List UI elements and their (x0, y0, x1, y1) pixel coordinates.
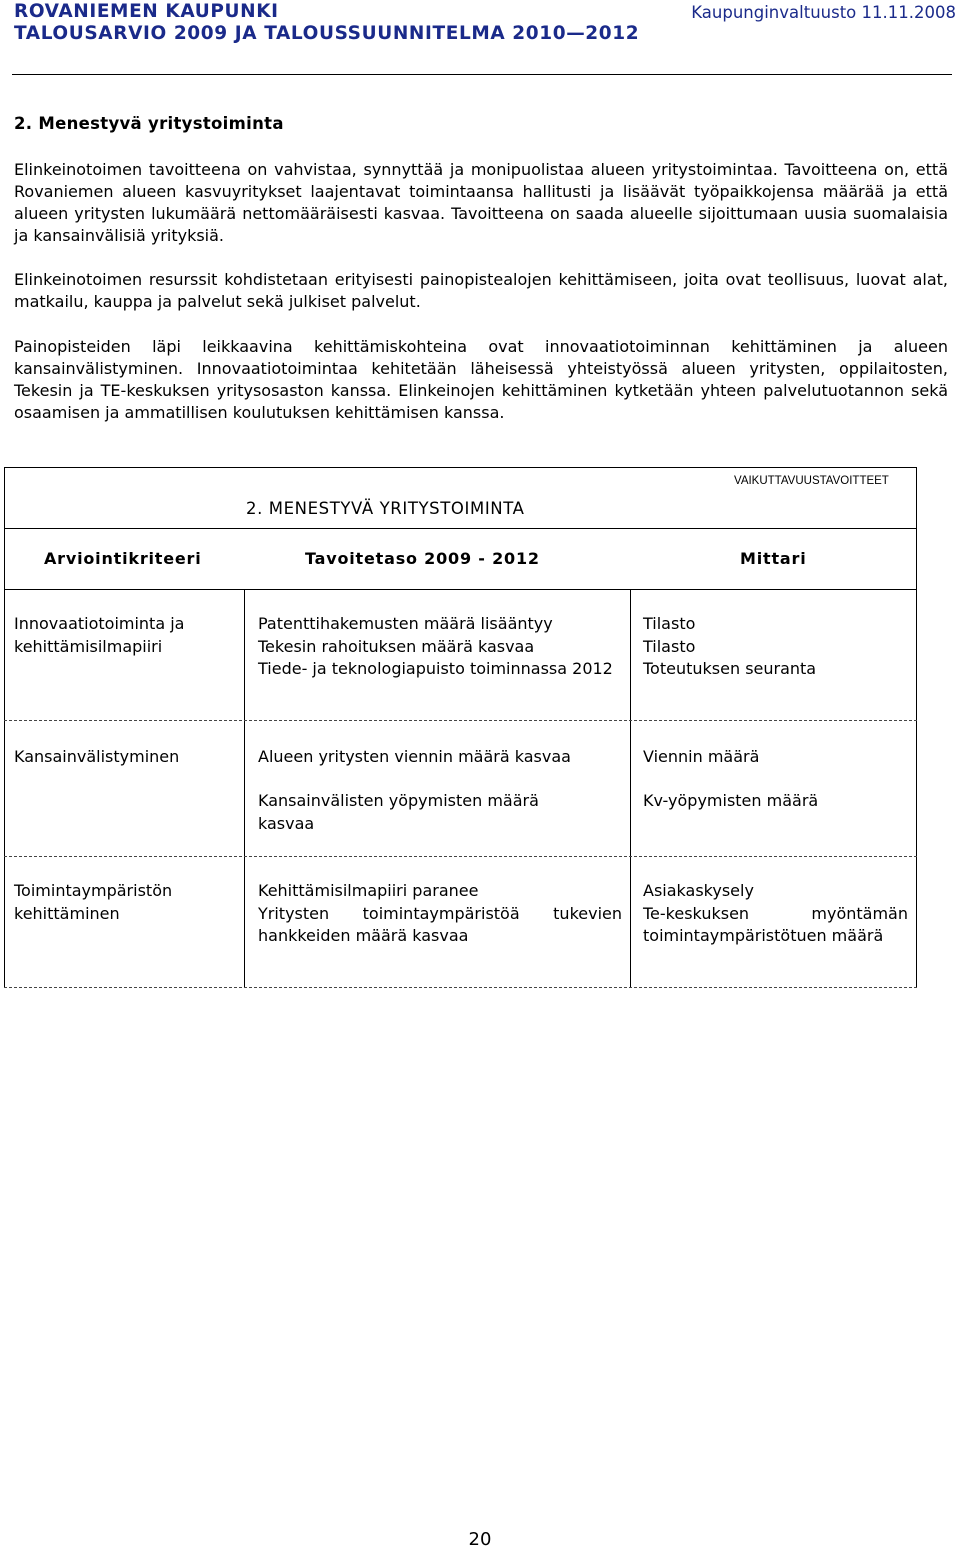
table-cell-target: Kansainvälisten yöpymisten määrä kasvaa (258, 791, 539, 833)
table-cell-criterion: Innovaatiotoiminta ja kehittämisilmapiiri (14, 614, 185, 656)
table-cell-criterion: Toimintaympäristön kehittäminen (14, 881, 173, 923)
meeting-date: Kaupunginvaltuusto 11.11.2008 (691, 3, 956, 22)
table-border-top (4, 467, 917, 468)
document-title: TALOUSARVIO 2009 JA TALOUSSUUNNITELMA 2010—2012 (14, 23, 640, 44)
table-cell-metric: Asiakaskysely Te-keskuksen myöntämän toimintaympäristötuen määrä (643, 881, 908, 945)
table-cell-target: Patenttihakemusten määrä lisääntyy Tekesin rahoituksen määrä kasvaa Tiede- ja teknologiapuisto toiminnassa 2012 (258, 614, 613, 678)
column-header-target: Tavoitetaso 2009 - 2012 (305, 549, 540, 568)
organization-name: ROVANIEMEN KAUPUNKI (14, 1, 279, 22)
paragraph: Elinkeinotoimen tavoitteena on vahvistaa, synnyttää ja monipuolistaa alueen yritystoimintaa. Tavoitteena on, että Rovaniemen alueen kasvuyritykset laajentavat toimintaansa hallitusti ja lisäävät työpaikkojensa määrää ja että alueen yritysten lukumäärä nettomääräisesti kasvaa. Tavoitteena on saada alueelle sijoittumaan uusia suomalaisia ja kansainvälisiä yrityksiä. (14, 160, 948, 245)
table-header-rule (4, 589, 917, 590)
column-divider (244, 590, 245, 988)
row-separator (4, 720, 917, 721)
table-subtitle: VAIKUTTAVUUSTAVOITTEET (734, 475, 889, 487)
column-header-metric: Mittari (740, 549, 807, 568)
column-divider (630, 590, 631, 988)
row-separator (4, 856, 917, 857)
table-title: 2. MENESTYVÄ YRITYSTOIMINTA (246, 499, 525, 518)
table-cell-criterion: Kansainvälistyminen (14, 747, 180, 766)
document-header (14, 1, 639, 45)
paragraph: Elinkeinotoimen resurssit kohdistetaan erityisesti painopistealojen kehittämiseen, joita ovat teollisuus, luovat alat, matkailu, kauppa ja palvelut sekä julkiset palvelut. (14, 270, 948, 311)
table-title-rule (4, 528, 917, 529)
table-border-left (4, 467, 5, 988)
table-cell-target: Kehittämisilmapiiri paranee Yritysten toimintaympäristöä tukevien hankkeiden määrä kasvaa (258, 881, 622, 945)
table-border-right (916, 467, 917, 988)
header-rule (12, 74, 952, 75)
section-title: 2. Menestyvä yritystoiminta (14, 114, 284, 133)
table-bottom-rule (4, 987, 917, 988)
paragraph: Painopisteiden läpi leikkaavina kehittämiskohteina ovat innovaatiotoiminnan kehittäminen ja alueen kansainvälistyminen. Innovaatiotoimintaa kehitetään läheisessä yhteistyössä alueen yritysten, oppilaitosten, Tekesin ja TE-keskuksen yritysosaston kanssa. Elinkeinojen kehittäminen kytketään yhteen palvelutuotannon sekä osaamisen ja ammatillisen koulutuksen kehittämisen kanssa. (14, 337, 948, 422)
table-cell-metric: Kv-yöpymisten määrä (643, 791, 819, 810)
table-cell-target: Alueen yritysten viennin määrä kasvaa (258, 747, 571, 766)
table-cell-metric: Tilasto Tilasto Toteutuksen seuranta (643, 614, 817, 678)
column-header-criterion: Arviointikriteeri (44, 549, 202, 568)
page-number: 20 (468, 1529, 492, 1550)
table-cell-metric: Viennin määrä (643, 747, 760, 766)
